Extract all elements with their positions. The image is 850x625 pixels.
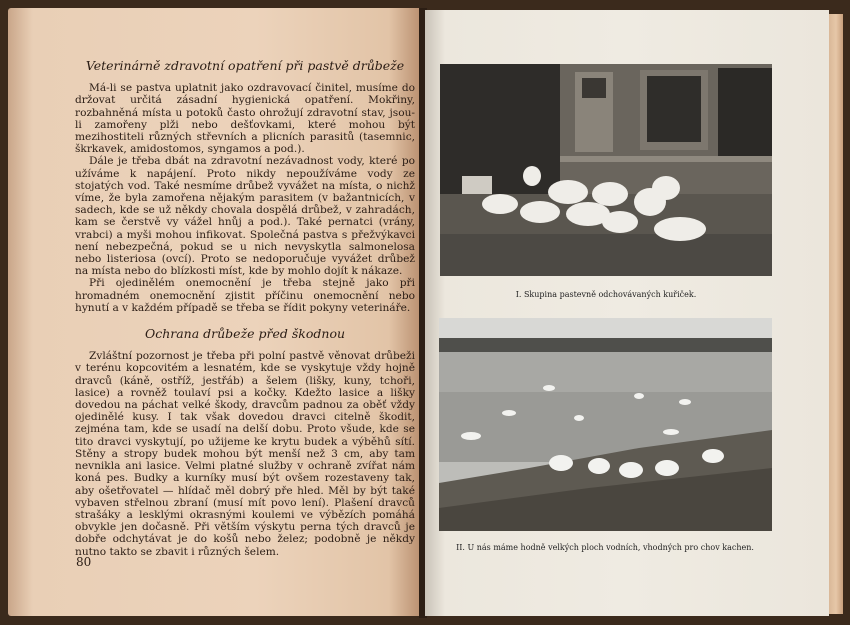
page-number: 80: [76, 555, 92, 569]
paragraph: Při ojedinělém onemocnění je třeba stejně jako při hromadném onemocnění zjistit příčinu onemocnění nebo hynutí a v každém případě se třeba se řídit pokyny veterináře.: [75, 277, 415, 314]
paragraph: Dále je třeba dbát na zdravotní nezávadnost vody, které po užíváme k napájení. Proto nikdy nepoužíváme vody ze stojatých vod. Také nesmíme drůbež vyvážet na místa, o nichž víme, že byla zamořena nějakým parasitem (v bažantnicích, v sadech, kde se už někdy chovala dospělá drůbež, v zahradách, kam se čerstvě vy vážel hnůj a pod.). Také pernatci (vrány, vrabci) a myši mohou infikovat. Společná pastva s přežvýkavci není nebezpečná, pokud se u nich nevyskytla salmonelosa nebo listeriosa (ovcí). Proto se nedoporučuje vyvážet drůbež na místa nebo do blízkosti míst, kde by mohlo dojít k nákaze.: [75, 155, 415, 278]
photo-chickens-image: [440, 64, 772, 276]
section-heading-veterinary: Veterinárně zdravotní opatření při pastvě drůbeže: [85, 58, 405, 73]
caption-photo-1: I. Skupina pastevně odchovávaných kuřiček.: [515, 290, 697, 299]
left-page-text: [75, 60, 415, 558]
paragraph: Zvláštní pozornost je třeba při polní pastvě věnovat drůbeži v terénu kopcovitém a lesnatém, kde se vyskytuje vždy hojně dravců (káně, ostříž, jestřáb) a šelem (lišky, kuny, tchoři, lasice) a rovněž toulaví psi a kočky. Kdežto lasice a lišky dovedou na páchat velké škody, dravcům padnou za oběť vždy ojedinělé kusy. I tak však dovedou dravci citelně škodit, zejména tam, kde se usadí na delší dobu. Proto všude, kde se tito dravci vyskytují, po užijeme ke krytu budek a výběhů sítí. Stěny a stropy budek mohou být menší než 3 cm, aby tam nevnikla ani lasice. Velmi platné služby v ochraně zvířat nám koná pes. Budky a kurníky musí být ovšem rozestaveny tak, aby ošetřovatel — hlídač měl dobrý pře hled. Měl by být také vybaven střelnou zbraní (musí mít povo lení). Plašení dravců strašáky a lesklými okrasnými koulemi ve výbězích pomáhá obvykle jen dočasně. Při větším výskytu perna tých dravců je dobře odchytávat je do košů nebo želez; podobně je někdy nutno takto se zbavit i různých šelem.: [75, 350, 415, 558]
paragraph: Má-li se pastva uplatnit jako ozdravovací činitel, musíme do držovat určitá zásadní hygienická opatření. Mokřiny, rozbahněná místa u potoků často ohrožují zdravotní stav, jsou-li zamořeny plži nebo dešťovkami, které mohou být mezihostiteli různých střevních a plicních parasitů (tasemnic, škrkavek, amidostomos, syngamos a pod.).: [75, 82, 415, 156]
caption-photo-2: II. U nás máme hodně velkých ploch vodních, vhodných pro chov kachen.: [456, 543, 754, 552]
photo-chickens: [440, 64, 772, 276]
section-heading-protection: Ochrana drůbeže před škodnou: [144, 326, 346, 342]
photo-ducks: [439, 318, 772, 531]
photo-ducks-image: [439, 318, 772, 531]
page-edges: [829, 14, 843, 614]
